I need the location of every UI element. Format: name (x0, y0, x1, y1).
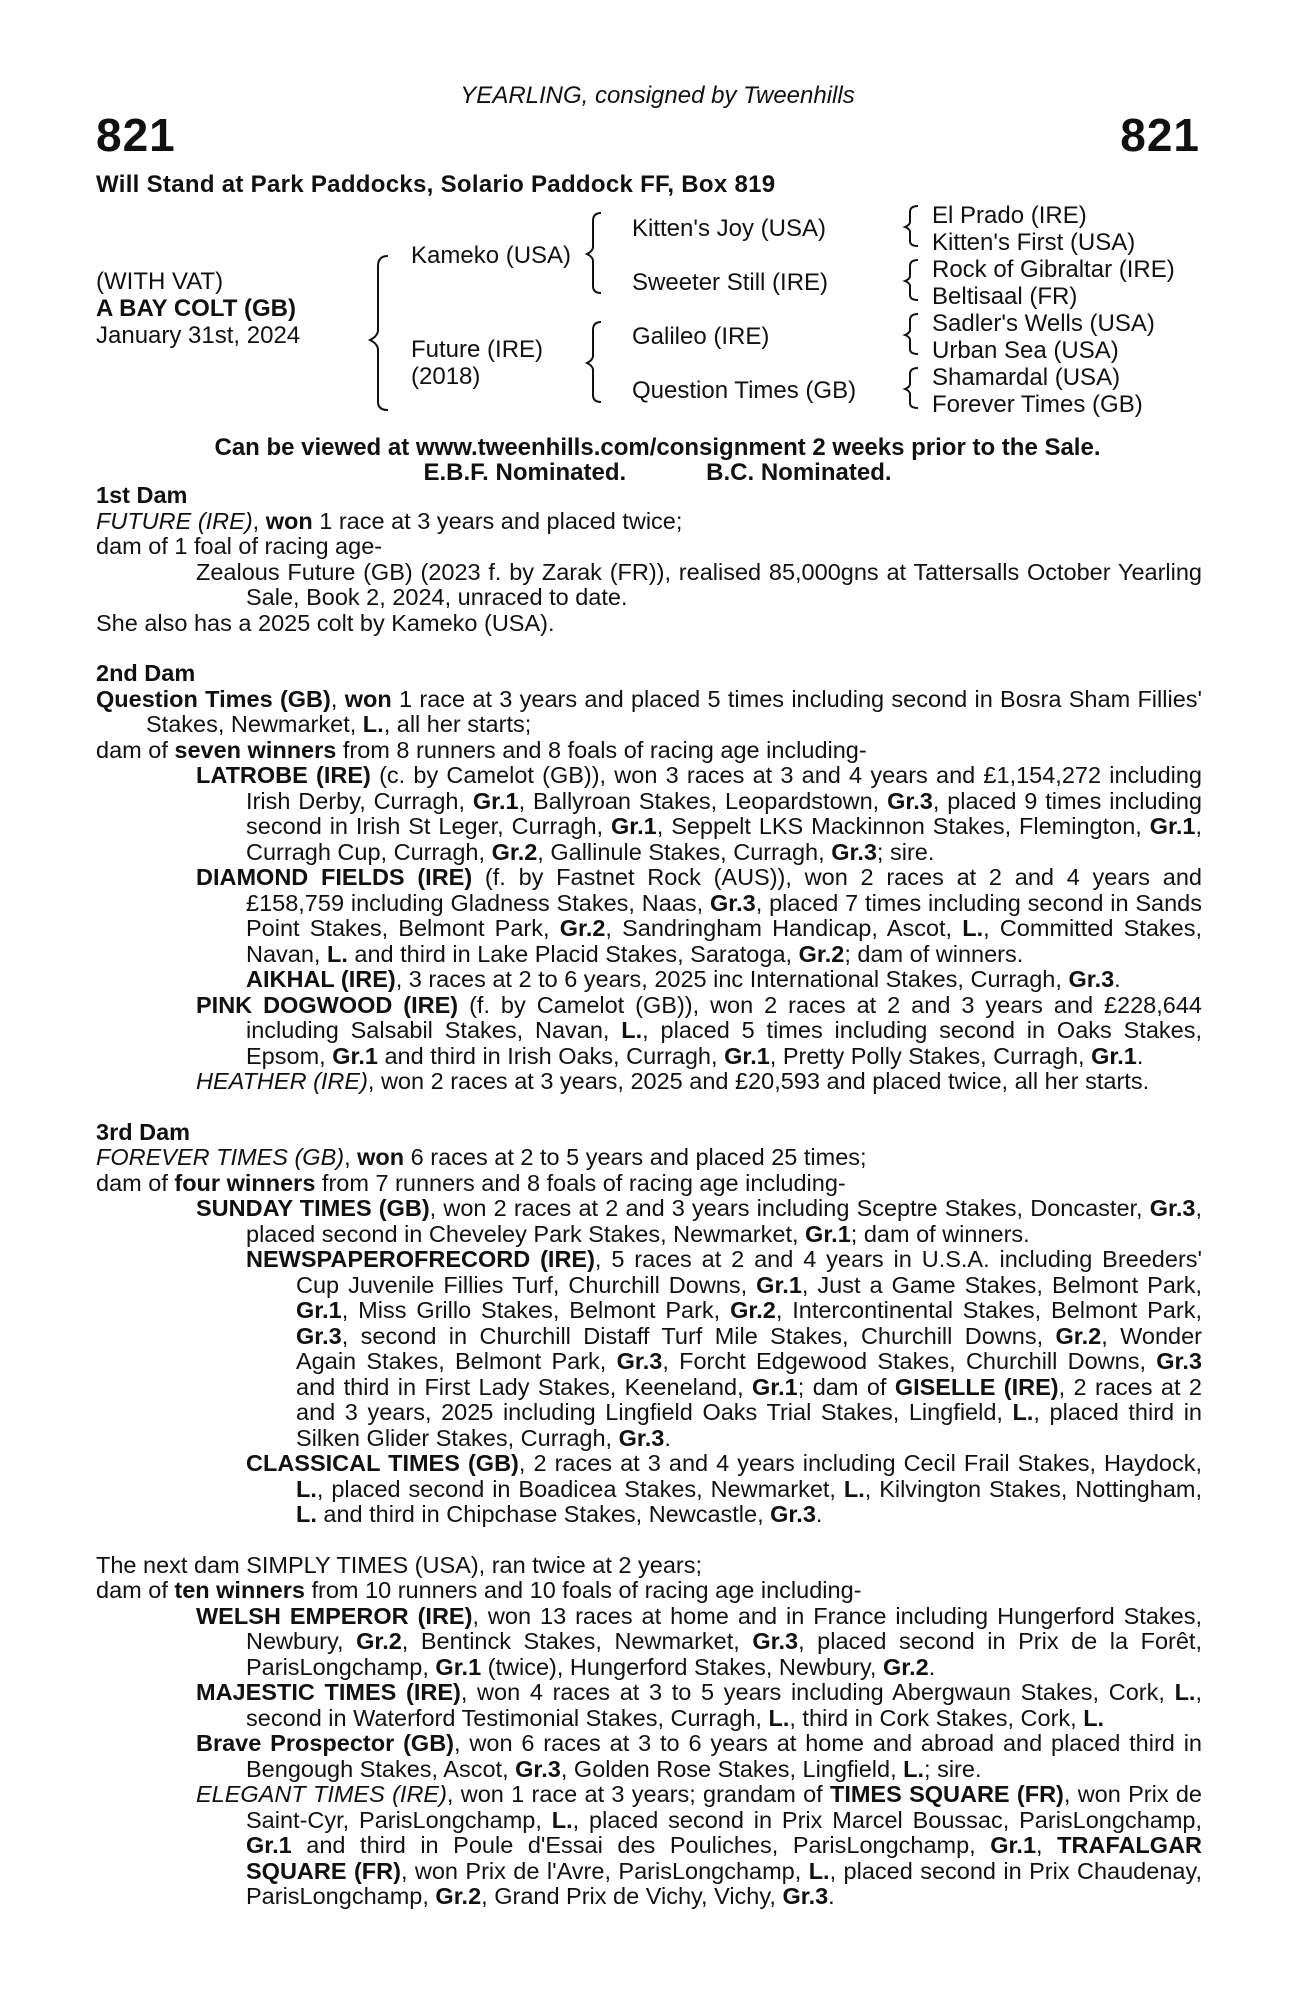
text-run: , (344, 1144, 358, 1170)
text-run: Gr.3 (616, 1348, 663, 1374)
text-run: TIMES SQUARE (FR) (829, 1781, 1064, 1807)
text-run: Gr.1 (435, 1653, 482, 1680)
text-run: , 2 races at 3 and 4 years including Cecil Frail Stakes, Haydock, (518, 1450, 1202, 1476)
text-run: Gr.1 (296, 1297, 342, 1323)
text-run: , won 4 races at 3 to 5 years including Abergwaun Stakes, Cork, (460, 1679, 1175, 1705)
text-run: Gr.2 (491, 838, 538, 865)
text-run: and third in Poule d'Essai des Pouliches, ParisLongchamp, (291, 1832, 991, 1858)
text-run: Gr.1 (246, 1832, 292, 1858)
third-dam-line2 (96, 1171, 1202, 1197)
text-run: (f. by Camelot (GB)), won 2 races at 2 and 3 years and £228,644 including Salsabil Stakes, Navan, (246, 991, 1202, 1043)
text-run: Gr.2 (356, 1628, 402, 1654)
text-run: won (265, 507, 313, 534)
text-run: L. (551, 1806, 573, 1833)
third-dam-entry-sunday-times (96, 1196, 1202, 1247)
second-dam-entry-latrobe (96, 763, 1202, 865)
text-run: ELEGANT TIMES (IRE) (196, 1781, 447, 1807)
text-run: , 3 races at 2 to 6 years, 2025 inc International Stakes, Curragh, (395, 966, 1069, 992)
text-run: Gr.1 (756, 1271, 802, 1298)
first-dam-line2 (96, 534, 1202, 560)
next-dam-entry-brave-prospector (96, 1731, 1202, 1782)
text-run: dam of (96, 1169, 175, 1196)
text-run: , won 1 race at 3 years; grandam of (446, 1781, 830, 1807)
text-run: , Bentinck Stakes, Newmarket, (401, 1628, 753, 1654)
text-run: , won 13 races at home and in France including Hungerford Stakes, Newbury, (246, 1602, 1202, 1654)
text-run: dam of 1 foal of racing age- (96, 533, 383, 559)
text-run: , Golden Rose Stakes, Lingfield, (560, 1755, 904, 1782)
text-run: The next dam SIMPLY TIMES (USA), ran twice at 2 years; (96, 1551, 702, 1578)
granddam-2: Kitten's First (USA) (932, 229, 1136, 256)
text-run: , placed 9 times including second in Irish St Leger, Curragh, (246, 787, 1202, 839)
text-run: , (330, 685, 345, 712)
second-dam-heading: 2nd Dam (96, 660, 196, 686)
text-run: Gr.1 (990, 1832, 1037, 1858)
text-run: Zealous Future (GB) (2023 f. by Zarak (FR)), realised 85,000gns at Tattersalls October Yearling Sale, Book 2, 2024, unraced to date. (196, 558, 1202, 610)
consignment-line: YEARLING, consigned by Tweenhills (460, 82, 855, 109)
text-run: , placed second in Prix Marcel Boussac, ParisLongchamp, (572, 1806, 1203, 1833)
text-run: Question Times (GB) (96, 685, 331, 712)
sire-sire: Kitten's Joy (USA) (632, 215, 826, 242)
text-run: won (344, 685, 392, 712)
first-dam-line1 (96, 509, 1202, 535)
text-run: She also has a 2025 colt by Kameko (USA). (96, 609, 555, 636)
third-dam-line1 (96, 1145, 1202, 1171)
text-run: . (1114, 966, 1121, 992)
third-dam-entry-newspaperofrecord (96, 1247, 1202, 1451)
text-run: L. (296, 1475, 317, 1502)
text-run: 6 races at 2 to 5 years and placed 25 times; (404, 1144, 867, 1170)
text-run: HEATHER (IRE) (196, 1068, 368, 1094)
first-dam-produce (96, 560, 1202, 611)
second-dam-entry-diamond-fields (96, 865, 1202, 967)
third-dam-entry-classical-times (96, 1451, 1202, 1528)
text-run: Gr.3 (887, 787, 933, 814)
text-run: ten winners (174, 1577, 305, 1603)
text-run: , second in Waterford Testimonial Stakes, Curragh, (246, 1679, 1202, 1731)
text-run: , won 6 races at 3 to 6 years at home and abroad and placed third in Bengough Stakes, Ascot, (246, 1730, 1202, 1782)
text-run: seven winners (174, 736, 337, 763)
text-run: and third in First Lady Stakes, Keeneland, (296, 1373, 753, 1400)
lot-number-left: 821 (96, 109, 176, 161)
granddam-4: Beltisaal (FR) (932, 283, 1078, 310)
text-run: , placed second in Prix de la Forêt, ParisLongchamp, (246, 1628, 1202, 1680)
text-run: Gr.1 (472, 787, 519, 814)
next-dam-entry-majestic-times (96, 1680, 1202, 1731)
text-run: dam of (96, 1577, 175, 1603)
second-dam-line2 (96, 738, 1202, 764)
text-run: (c. by Camelot (GB)), won 3 races at 3 and 4 years and £1,154,272 including Irish Derby, Curragh, (246, 762, 1203, 814)
second-dam-entry-aikhal (96, 967, 1202, 993)
horse-dob: January 31st, 2024 (96, 322, 301, 349)
text-run: , Curragh Cup, Curragh, (246, 813, 1203, 865)
text-run: L. (296, 1501, 317, 1527)
text-run: L. (843, 1475, 865, 1502)
text-run: SUNDAY TIMES (GB) (196, 1195, 430, 1221)
text-run: MAJESTIC TIMES (IRE) (196, 1679, 461, 1705)
text-run: ; sire. (924, 1755, 982, 1782)
vat-note: (WITH VAT) (96, 268, 224, 295)
text-run: 1 race at 3 years and placed twice; (312, 507, 683, 534)
text-run: , second in Churchill Distaff Turf Mile Stakes, Churchill Downs, (341, 1322, 1056, 1349)
text-run: and third in Irish Oaks, Curragh, (377, 1042, 725, 1069)
text-run: , won Prix de Saint-Cyr, ParisLongchamp, (246, 1781, 1202, 1833)
dam: Future (IRE) (411, 336, 544, 363)
text-run: , all her starts; (383, 711, 532, 737)
second-dam-entry-pink-dogwood (96, 993, 1202, 1070)
text-run: , placed second in Cheveley Park Stakes, Newmarket, (246, 1195, 1202, 1247)
text-run: won (357, 1144, 405, 1170)
text-run: four winners (174, 1169, 316, 1196)
text-run: , placed third in Silken Glider Stakes, Curragh, (296, 1399, 1203, 1451)
text-run: Gr.3 (709, 889, 756, 916)
text-run: L. (1012, 1399, 1034, 1425)
text-run: , 2 races at 2 and 3 years, 2025 including Lingfield Oaks Trial Stakes, Lingfield, (296, 1373, 1202, 1425)
text-run: NEWSPAPEROFRECORD (IRE) (246, 1246, 595, 1272)
text-run: Gr.2 (882, 1653, 929, 1680)
next-dam-line1 (96, 1553, 1202, 1579)
text-run: , won 2 races at 3 years, 2025 and £20,593 and placed twice, all her starts. (367, 1068, 1150, 1094)
first-dam-line3 (96, 611, 1202, 637)
horse-name: A BAY COLT (GB) (96, 295, 297, 322)
sire-dam: Sweeter Still (IRE) (632, 269, 829, 296)
bc-note: B.C. Nominated. (706, 459, 892, 486)
text-run: WELSH EMPEROR (IRE) (196, 1602, 473, 1629)
text-run: , placed second in Prix Chaudenay, ParisLongchamp, (246, 1857, 1202, 1909)
dam-dam: Question Times (GB) (632, 377, 857, 404)
text-run: . (828, 1883, 835, 1909)
viewing-note: Can be viewed at www.tweenhills.com/consignment 2 weeks prior to the Sale. (214, 434, 1101, 461)
catalogue-body (96, 483, 1202, 1910)
text-run: Gr.2 (798, 940, 845, 967)
next-dam-line2 (96, 1578, 1202, 1604)
text-run: ; dam of (797, 1373, 895, 1400)
text-run: dam of (96, 736, 175, 763)
text-run: , placed 7 times including second in Sands Point Stakes, Belmont Park, (246, 889, 1202, 941)
text-run: 1 race at 3 years and placed 5 times including second in Bosra Sham Fillies' Stakes, Newmarket, (146, 685, 1202, 737)
next-dam-entry-welsh-emperor (96, 1604, 1202, 1681)
text-run: FOREVER TIMES (GB) (96, 1144, 345, 1170)
text-run: Gr.3 (618, 1424, 665, 1451)
text-run: L. (768, 1704, 790, 1731)
granddam-6: Urban Sea (USA) (932, 337, 1119, 364)
text-run: , Intercontinental Stakes, Belmont Park, (775, 1297, 1202, 1323)
dam-year: (2018) (411, 363, 481, 390)
text-run: Gr.1 (752, 1373, 798, 1400)
text-run: CLASSICAL TIMES (GB) (246, 1450, 519, 1476)
text-run: LATROBE (IRE) (196, 762, 371, 788)
text-run: DIAMOND FIELDS (IRE) (196, 864, 473, 890)
text-run: . (664, 1424, 671, 1451)
text-run: Gr.2 (435, 1883, 482, 1909)
text-run: Brave Prospector (GB) (196, 1730, 455, 1756)
text-run: Gr.1 (1149, 813, 1196, 839)
text-run: from 8 runners and 8 foals of racing age including- (336, 736, 867, 763)
text-run: Gr.1 (332, 1042, 378, 1069)
text-run: GISELLE (IRE) (894, 1373, 1059, 1400)
second-dam-line1 (96, 687, 1202, 738)
text-run: , Seppelt LKS Mackinnon Stakes, Flemington, (656, 813, 1150, 839)
text-run: , won Prix de l'Avre, ParisLongchamp, (400, 1857, 809, 1884)
text-run: , third in Cork Stakes, Cork, (789, 1704, 1084, 1731)
text-run: , Pretty Polly Stakes, Curragh, (769, 1042, 1092, 1069)
text-run: Gr.3 (1068, 966, 1115, 992)
text-run: and third in Chipchase Stakes, Newcastle, (316, 1501, 771, 1527)
text-run: , Miss Grillo Stakes, Belmont Park, (341, 1297, 731, 1323)
third-dam-heading: 3rd Dam (96, 1118, 191, 1145)
grandsire-3: Rock of Gibraltar (IRE) (932, 256, 1175, 283)
lot-number-right: 821 (1120, 109, 1200, 161)
text-run: L. (903, 1755, 925, 1782)
text-run: , won 2 races at 2 and 3 years including Sceptre Stakes, Doncaster, (429, 1195, 1150, 1221)
text-run: FUTURE (IRE) (96, 507, 253, 534)
text-run: TRAFALGAR SQUARE (FR) (246, 1832, 1203, 1884)
text-run: Gr.3 (1149, 1195, 1196, 1221)
text-run: from 10 runners and 10 foals of racing age including- (304, 1577, 862, 1603)
text-run: Gr.1 (611, 813, 657, 839)
text-run: L. (808, 1857, 830, 1884)
text-run: , placed 5 times including second in Oaks Stakes, Epsom, (246, 1017, 1202, 1069)
text-run: AIKHAL (IRE) (246, 966, 396, 992)
text-run: , placed second in Boadicea Stakes, Newmarket, (316, 1475, 844, 1502)
grandsire-7: Shamardal (USA) (932, 364, 1121, 391)
text-run: from 7 runners and 8 foals of racing age including- (315, 1169, 846, 1196)
text-run: L. (362, 711, 384, 737)
text-run: Gr.1 (724, 1042, 770, 1069)
text-run: Gr.2 (730, 1297, 776, 1323)
text-run: , Kilvington Stakes, Nottingham, (864, 1475, 1202, 1502)
text-run: Gr.1 (1091, 1042, 1137, 1069)
text-run: Gr.2 (1055, 1322, 1102, 1349)
text-run: Gr.3 (831, 838, 877, 865)
text-run: L. (327, 940, 348, 967)
text-run: , Gallinule Stakes, Curragh, (537, 838, 832, 865)
text-run: L. (1083, 1704, 1105, 1731)
text-run: and third in Lake Placid Stakes, Saratoga, (347, 940, 799, 967)
text-run: , Just a Game Stakes, Belmont Park, (801, 1271, 1203, 1298)
text-run: , Grand Prix de Vichy, Vichy, (481, 1883, 783, 1909)
text-run: L. (962, 915, 984, 941)
text-run: . (1136, 1042, 1144, 1069)
text-run: (twice), Hungerford Stakes, Newbury, (481, 1653, 883, 1680)
text-run: Gr.3 (752, 1628, 799, 1654)
text-run: Gr.1 (805, 1220, 851, 1247)
text-run: . (815, 1501, 823, 1527)
text-run: PINK DOGWOOD (IRE) (196, 991, 459, 1018)
granddam-8: Forever Times (GB) (932, 391, 1143, 418)
text-run: Gr.3 (515, 1755, 561, 1782)
text-run: , Wonder Again Stakes, Belmont Park, (296, 1322, 1203, 1374)
next-dam-entry-elegant-times (96, 1782, 1202, 1910)
text-run: Gr.3 (782, 1883, 829, 1909)
sire: Kameko (USA) (411, 242, 572, 269)
text-run: ; dam of winners. (844, 940, 1024, 967)
text-run: , Sandringham Handicap, Ascot, (605, 915, 963, 941)
first-dam-heading: 1st Dam (96, 482, 188, 508)
text-run: , (1036, 1832, 1058, 1858)
grandsire-1: El Prado (IRE) (932, 202, 1087, 229)
text-run: (f. by Fastnet Rock (AUS)), won 2 races at 2 and 4 years and £158,759 including Gladness Stakes, Naas, (246, 864, 1202, 916)
text-run: Gr.3 (1156, 1348, 1202, 1374)
text-run: , Ballyroan Stakes, Leopardstown, (518, 787, 888, 814)
grandsire-5: Sadler's Wells (USA) (932, 310, 1155, 337)
second-dam-entry-heather (96, 1069, 1202, 1095)
text-run: ; sire. (876, 838, 935, 865)
text-run: , 5 races at 2 and 4 years in U.S.A. including Breeders' Cup Juvenile Fillies Turf, Churchill Downs, (296, 1246, 1203, 1298)
ebf-note: E.B.F. Nominated. (423, 459, 627, 486)
text-run: ; dam of winners. (850, 1220, 1030, 1247)
text-run: , Committed Stakes, Navan, (246, 915, 1202, 967)
text-run: Gr.3 (770, 1501, 816, 1527)
text-run: Gr.3 (296, 1322, 342, 1349)
text-run: Gr.2 (559, 915, 606, 941)
text-run: , Forcht Edgewood Stakes, Churchill Downs, (662, 1348, 1157, 1374)
text-run: . (928, 1653, 936, 1680)
dam-sire: Galileo (IRE) (632, 323, 770, 350)
text-run: L. (1174, 1679, 1196, 1705)
text-run: , (252, 507, 266, 534)
stand-location: Will Stand at Park Paddocks, Solario Paddock FF, Box 819 (96, 171, 776, 198)
text-run: L. (621, 1017, 643, 1043)
